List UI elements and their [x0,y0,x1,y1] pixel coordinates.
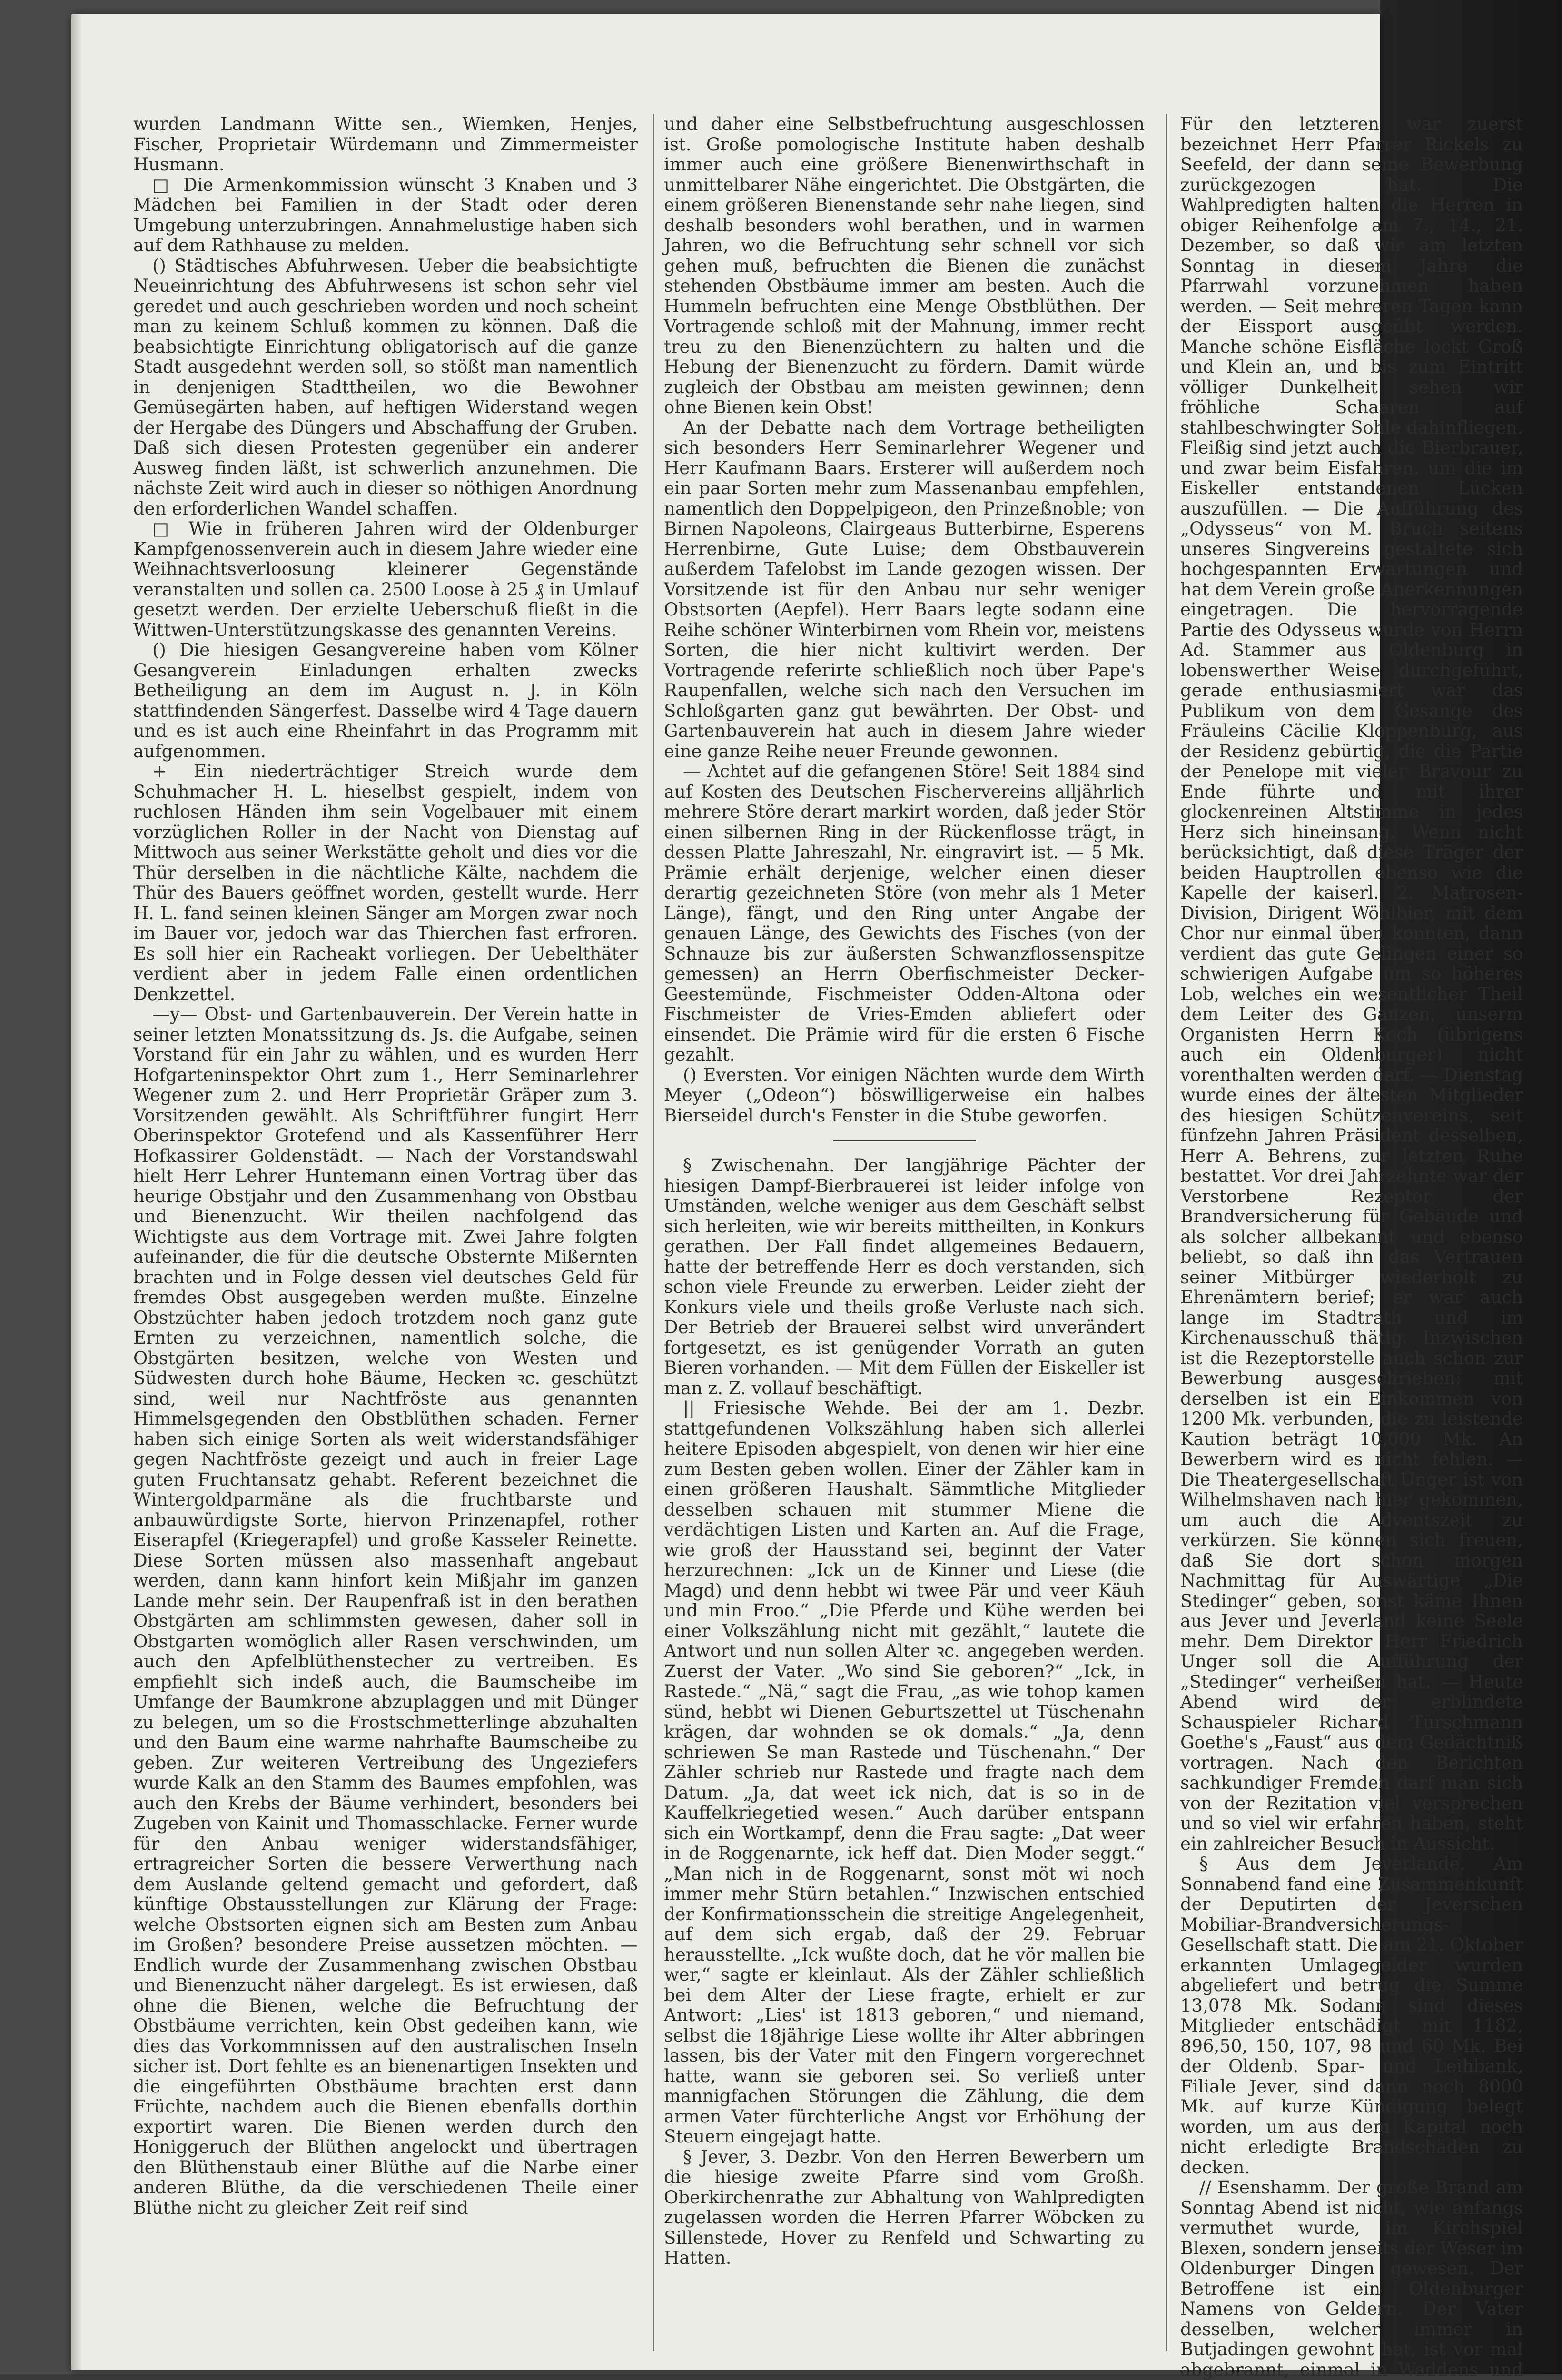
article-paragraph: Für den letzteren war zuerst bezeichnet Herr Pfarrer Rickels zu Seefeld, der dann seine Bewerbung zurückgezogen hat. Die Wahlpredigten halten die Herren in obiger Reihenfolge am 7., 14., 21. Dezember, so daß wir am letzten Sonntag in diesem Jahre die Pfarrwahl vorzunehmen haben werden. — Seit mehreren Tagen kann der Eissport ausgeübt werden. Manche schöne Eisfläche lockt Groß und Klein an, und bis zum Eintritt völliger Dunkelheit sehen wir fröhliche Schaaren auf stahlbeschwingter Sohle dahinfliegen. Fleißig sind jetzt auch die Bierbrauer, und zwar beim Eisfahren, um die im Eiskeller entstandenen Lücken auszufüllen. — Die Aufführung des „Odysseus“ von M. Bruch seitens unseres Singvereins gestaltete sich hochgespannten Erwartungen und hat dem Verein große Anerkennungen eingetragen. Die hervorragende Partie des Odysseus wurde von Herrn Ad. Stammer aus Oldenburg in lobenswerther Weise durchgeführt, gerade enthusiasmiert war das Publikum von dem Gesange des Fräuleins Cäcilie Kloppenburg, aus der Residenz gebürtig, die die Partie der Penelope mit vieler Bravour zu Ende führte und mit ihrer glockenreinen Altstimme in jedes Herz sich hineinsang. Wenn nicht berücksichtigt, daß diese Träger der beiden Hauptrollen ebenso wie die Kapelle der kaiserl. 2. Matrosen-Division, Dirigent Wöhlbier, mit dem Chor nur einmal üben konnten, dann verdient das gute Gelingen einer so schwierigen Aufgabe um so höheres Lob, welches ein wesentlicher Theil dem Leiter des Ganzen, unserm Organisten Herrn Koch (übrigens auch ein Oldenburger) nicht vorenthalten werden darf. — Dienstag wurde eines der ältesten Mitglieder des hiesigen Schützenvereins, seit fünfzehn Jahren Präsident desselben, Herr A. Behrens, zur letzten Ruhe bestattet. Vor drei Jahrzehnte war der Verstorbene Rezeptor der Brandversicherung für Gebäude und als solcher allbekannt und ebenso beliebt, so daß ihn das Vertrauen seiner Mitbürger wiederholt zu Ehrenämtern berief; er war auch lange im Stadtrath und im Kirchenausschuß thätig. Inzwischen ist die Rezeptorstelle auch schon zur Bewerbung ausgeschrieben; mit derselben ist ein Einkommen von 1200 Mk. verbunden, die zu leistende Kaution beträgt 10,000 Mk. An Bewerbern wird es nicht fehlen. — Die Theatergesellschaft Unger ist von Wilhelmshaven nach hier gekommen, um auch die Adventszeit zu verkürzen. Sie können sich freuen, daß Sie dort schon morgen Nachmittag für Auswärtige „Die Stedinger“ geben, sonst käme Ihnen aus Jever und Jeverland keine Seele mehr. Dem Direktor Herr Friedrich Unger soll die Aufführung der „Stedinger“ verheißen hat. — Heute Abend wird der erblindete Schauspieler Richard Türschmann Goethe's „Faust“ aus dem Gedächtniß vortragen. Nach den Berichten sachkundiger Fremden darf man sich von der Rezitation viel versprechen und so viel wir erfahren haben, steht ein zahlreicher Besuch in Aussicht. [1180,114,1523,1854]
article-paragraph: —y— Obst- und Gartenbauverein. Der Verein hatte in seiner letzten Monatssitzung ds. Js. die Aufgabe, seinen Vorstand für ein Jahr zu wählen, und es wurden Herr Hofgarteninspektor Ohrt zum 1., Herr Seminarlehrer Wegener zum 2. und Herr Proprietär Gräper zum 3. Vorsitzenden gewählt. Als Schriftführer fungirt Herr Oberinspektor Grotefend und als Kassenführer Herr Hofkassirer Goldenstädt. — Nach der Vorstandswahl hielt Herr Lehrer Huntemann einen Vortrag über das heurige Obstjahr und den Zusammenhang von Obstbau und Bienenzucht. Wir theilen nachfolgend das Wichtigste aus dem Vortrage mit. Zwei Jahre folgten aufeinander, die für die deutsche Obsternte Mißernten brachten und in Folge dessen viel deutsches Geld für fremdes Obst ausgegeben werden mußte. Einzelne Obstzüchter haben jedoch trotzdem noch ganz gute Ernten zu verzeichnen, namentlich solche, die Obstgärten besitzen, welche von Westen und Südwesten durch hohe Bäume, Hecken ꝛc. geschützt sind, weil nur Nachtfröste aus genannten Himmelsgegenden den Obstblüthen schaden. Ferner haben sich einige Sorten als weit widerstandsfähiger gegen Nachtfröste gezeigt und auch in freier Lage guten Fruchtansatz gehabt. Referent bezeichnet die Wintergoldparmäne als die fruchtbarste und anbauwürdigste Sorte, hiervon Prinzenapfel, rother Eiserapfel (Kriegerapfel) und große Kasseler Reinette. Diese Sorten müssen also massenhaft angebaut werden, dann kann hinfort kein Mißjahr im ganzen Lande mehr sein. Der Raupenfraß ist in den berathen Obstgärten am schlimmsten gewesen, daher soll in Obstgarten womöglich aller Rasen verschwinden, um auch den Apfelblüthenstecher zu vertreiben. Es empfiehlt sich indeß auch, die Baumscheibe im Umfange der Baumkrone abzuplaggen und mit Dünger zu belegen, um so die Frostschmetterlinge abzuhalten und den Baum eine warme nahrhafte Baumscheibe zu geben. Zur weiteren Vertreibung des Ungeziefers wurde Kalk an den Stamm des Baumes empfohlen, was auch den Krebs der Bäume verhindert, besonders bei Zugeben von Kainit und Thomasschlacke. Ferner wurde für den Anbau weniger widerstandsfähiger, ertragreicher Sorten die bessere Verwerthung nach dem Auslande geltend gemacht und gefordert, daß künftige Obstausstellungen zur Klärung der Frage: welche Obstsorten eignen sich am Besten zum Anbau im Großen? besondere Preise aussetzen möchten. — Endlich wurde der Zusammenhang zwischen Obstbau und Bienenzucht näher dargelegt. Es ist erwiesen, daß ohne die Bienen, welche die Befruchtung der Obstbäume verrichten, kein Obst gedeihen kann, wie dies das Vorkommnissen auf den australischen Inseln sicher ist. Dort fehlte es an bienenartigen Insekten und die eingeführten Obstbäume brachten erst dann Früchte, nachdem auch die Bienen ebenfalls dorthin exportirt waren. Die Bienen werden durch den Honiggeruch der Blüthen angelockt und übertragen den Blüthenstaub einer Blüthe auf die Narbe einer anderen Blüthe, da die verschiedenen Theile einer Blüthe nicht zu gleicher Zeit reif sind [133,1004,638,2218]
column-rule-2 [1166,114,1167,2351]
column-3 [1180,114,1523,2380]
article-paragraph: und daher eine Selbstbefruchtung ausgeschlossen ist. Große pomologische Institute haben deshalb immer auch eine größere Bienenwirthschaft in unmittelbarer Nähe eingerichtet. Die Obstgärten, die einem größeren Bienenstande sehr nahe liegen, sind deshalb besonders wohl berathen, und in warmen Jahren, wo die Befruchtung sehr schnell vor sich gehen muß, befruchten die Bienen die zunächst stehenden Obstbäume immer am besten. Auch die Hummeln befruchten eine Menge Obstblüthen. Der Vortragende schloß mit der Mahnung, immer recht treu zu den Bienenzüchtern zu halten und die Hebung der Bienenzucht zu fördern. Damit würde zugleich der Obstbau am meisten gewinnen; denn ohne Bienen kein Obst! [664,114,1145,417]
article-paragraph: () Eversten. Vor einigen Nächten wurde dem Wirth Meyer („Odeon“) böswilligerweise ein halbes Bierseidel durch's Fenster in die Stube geworfen. [664,1064,1145,1126]
article-paragraph: // Esenshamm. Der große Brand am Sonntag Abend ist nicht, wie anfangs vermuthet wurde, im Kirchspiel Blexen, sondern jenseits der Weser im Oldenburger Dingen gewesen. Der Betroffene ist ein Oldenburger Namens von Geldern. Der Vater desselben, welcher immer in Butjadingen gewohnt hat, ist vor mal abgebrannt, einmal in Waddens und [1180,2177,1523,2380]
article-paragraph: || Friesische Wehde. Bei der am 1. Dezbr. stattgefundenen Volkszählung haben sich allerlei heitere Episoden abgespielt, von denen wir hier eine zum Besten geben wollen. Einer der Zähler kam in einen größeren Haushalt. Sämmtliche Mitglieder desselben schauen mit stummer Miene die verdächtigen Listen und Karten an. Auf die Frage, wie groß der Hausstand sei, beginnt der Vater herzurechnen: „Ick un de Kinner und Liese (die Magd) und denn hebbt wi twee Pär und veer Käuh und min Froo.“ „Die Pferde und Kühe werden bei einer Volkszählung nicht mit gezählt,“ lautete die Antwort und nun sollen Alter ꝛc. angegeben werden. Zuerst der Vater. „Wo sind Sie geboren?“ „Ick, in Rastede.“ „Nä,“ sagt die Frau, „as wie tohop kamen sünd, hebbt wi Dienen Geburtszettel ut Tüschenahn krägen, dar wohnden se ok domals.“ „Ja, denn schriewen Se man Rastede und Tüschenahn.“ Der Zähler schrieb nur Rastede und fragte nach dem Datum. „Ja, dat weet ick nich, dat is so in de Kauffelkriegetied wesen.“ Auch darüber entspann sich ein Wortkampf, denn die Frau sagte: „Dat weer in de Roggenarnte, ick heff dat. Dien Moder seggt.“ „Man nich in de Roggenarnt, sonst möt wi noch immer mehr Stürn betahlen.“ Inzwischen entschied der Konfirmationsschein die streitige Angelegenheit, auf dem sich ergab, daß der 29. Februar herausstellte. „Ick wußte doch, dat he vör mallen bie wer,“ sagte er kleinlaut. Als der Zähler schließlich bei dem Alter der Liese fragte, erhielt er zur Antwort: „Lies' ist 1813 geboren,“ und niemand, selbst die 18jährige Liese wollte ihr Alter abbringen lassen, bis der Vater mit den Fingern vorgerechnet hatte, wann sie geboren sei. So verließ unter mannigfachen Störungen die Zählung, die dem armen Vater fürchterliche Angst vor Erhöhung der Steuern eingejagt hatte. [664,1398,1145,2147]
page-binding-shadow [71,14,82,2370]
column-2 [664,114,1145,2269]
article-paragraph: □ Wie in früheren Jahren wird der Oldenburger Kampfgenossenverein auch in diesem Jahre wieder eine Weihnachtsverloosung kleinerer Gegenstände veranstalten und sollen ca. 2500 Loose à 25 ₰ in Umlauf gesetzt werden. Der erzielte Ueberschuß fließt in die Wittwen-Unterstützungskasse des genannten Vereins. [133,518,638,640]
article-paragraph: — Achtet auf die gefangenen Störe! Seit 1884 sind auf Kosten des Deutschen Fischervereins alljährlich mehrere Störe derart markirt worden, daß jeder Stör einen silbernen Ring in der Rückenflosse trägt, in dessen Platte Jahreszahl, Nr. eingravirt ist. — 5 Mk. Prämie erhält derjenige, welcher einen dieser derartig gezeichneten Störe (von mehr als 1 Meter Länge), fängt, und den Ring unter Angabe der genauen Länge, des Gewichts des Fisches (von der Schnauze bis zur äußersten Schwanzflossenspitze gemessen) an Herrn Oberfischmeister Decker-Geestemünde, Fischmeister Odden-Altona oder Fischmeister de Vries-Emden abliefert oder einsendet. Die Prämie wird für die ersten 6 Fische gezahlt. [664,761,1145,1065]
column-3-clipped [1180,114,1523,2380]
section-divider [833,1140,976,1141]
article-paragraph: An der Debatte nach dem Vortrage betheiligten sich besonders Herr Seminarlehrer Wegener und Herr Kaufmann Baars. Ersterer will außerdem noch ein paar Sorten mehr zum Massenanbau empfehlen, namentlich den Doppelpigeon, den Prinzeßnoble; von Birnen Napoleons, Clairgeaus Butterbirne, Esperens Herrenbirne, Gute Luise; dem Obstbauverein außerdem Tafelobst im Lande gezogen wissen. Der Vorsitzende ist für den Anbau nur sehr weniger Obstsorten (Aepfel). Herr Baars legte sodann eine Reihe schöner Winterbirnen vom Rhein vor, meistens Sorten, die hier nicht kultivirt werden. Der Vortragende referirte schließlich noch über Pape's Raupenfallen, welche sich nach den Versuchen im Schloßgarten ganz gut bewährten. Der Obst- und Gartenbauverein hat auch in diesem Jahre wieder eine ganze Reihe neuer Freunde gewonnen. [664,417,1145,762]
article-paragraph: wurden Landmann Witte sen., Wiemken, Henjes, Fischer, Proprietair Würdemann und Zimmermeister Husmann. [133,114,638,175]
article-paragraph: () Städtisches Abfuhrwesen. Ueber die beabsichtigte Neueinrichtung des Abfuhrwesens ist schon sehr viel geredet und auch geschrieben worden und noch scheint man zu keinem Schluß kommen zu können. Daß die beabsichtigte Einrichtung obligatorisch auf die ganze Stadt ausgedehnt werden soll, so stößt man namentlich in denjenigen Stadttheilen, wo die Bewohner Gemüsegärten haben, auf heftigen Widerstand wegen der Hergabe des Düngers und Abschaffung der Gruben. Daß sich diesen Protesten gegenüber ein anderer Ausweg finden läßt, ist schwerlich anzunehmen. Die nächste Zeit wird auch in dieser so nöthigen Anordnung den erforderlichen Wandel schaffen. [133,255,638,519]
article-paragraph: () Die hiesigen Gesangvereine haben vom Kölner Gesangverein Einladungen erhalten zwecks Betheiligung an dem im August n. J. in Köln stattfindenden Sängerfest. Dasselbe wird 4 Tage dauern und es ist auch eine Rheinfahrt in das Programm mit aufgenommen. [133,640,638,762]
column-1 [133,114,638,2218]
article-paragraph: □ Die Armenkommission wünscht 3 Knaben und 3 Mädchen bei Familien in der Stadt oder deren Umgebung unterzubringen. Annahmelustige haben sich auf dem Rathhause zu melden. [133,174,638,256]
article-paragraph: § Aus dem Jeverlande. Am Sonnabend fand eine Zusammenkunft der Deputirten der Jeverschen Mobiliar-Brandversicherungs-Gesellschaft statt. Die am 21. Oktober erkannten Umlagegelder wurden abgeliefert und betrug die Summe 13,078 Mk. Sodann sind dieses Mitglieder entschädigt mit 1182, 896,50, 150, 107, 98 und 60 Mk. Bei der Oldenb. Spar- und Leihbank, Filiale Jever, sind dann noch 8000 Mk. auf kurze Kündigung belegt worden, um aus dem Kapital noch nicht erledigte Brandschäden zu decken. [1180,1854,1523,2178]
article-paragraph: § Jever, 3. Dezbr. Von den Herren Bewerbern um die hiesige zweite Pfarre sind vom Großh. Oberkirchenrathe zur Abhaltung von Wahlpredigten zugelassen worden die Herren Pfarrer Wöbcken zu Sillenstede, Hover zu Renfeld und Schwarting zu Hatten. [664,2146,1145,2268]
article-paragraph: § Zwischenahn. Der langjährige Pächter der hiesigen Dampf-Bierbrauerei ist leider infolge von Umständen, welche weniger aus dem Geschäft selbst sich herleiten, wie wir bereits mittheilten, in Konkurs gerathen. Der Fall findet allgemeines Bedauern, hatte der betreffende Herr es doch verstanden, sich schon viele Freunde zu erwerben. Leider zieht der Konkurs viele und theils große Verluste nach sich. Der Betrieb der Brauerei selbst wird unverändert fortgesetzt, es ist genügender Vorrath an guten Bieren vorhanden. — Mit dem Füllen der Eiskeller ist man z. Z. vollauf beschäftigt. [664,1155,1145,1398]
column-rule-1 [653,114,654,2351]
article-paragraph: + Ein niederträchtiger Streich wurde dem Schuhmacher H. L. hieselbst gespielt, indem von ruchlosen Händen ihm sein Vogelbauer mit einem vorzüglichen Roller in der Nacht von Dienstag auf Mittwoch aus seiner Werkstätte geholt und dies vor die Thür derselben in die nächtliche Kälte, nachdem die Thür des Bauers geöffnet worden, gestellt wurde. Herr H. L. fand seinen kleinen Sänger am Morgen zwar noch im Bauer vor, jedoch war das Thierchen fast erfroren. Es soll hier ein Racheakt vorliegen. Der Uebelthäter verdient aber in jedem Falle einen ordentlichen Denkzettel. [133,761,638,1004]
newspaper-page [71,14,1523,2380]
